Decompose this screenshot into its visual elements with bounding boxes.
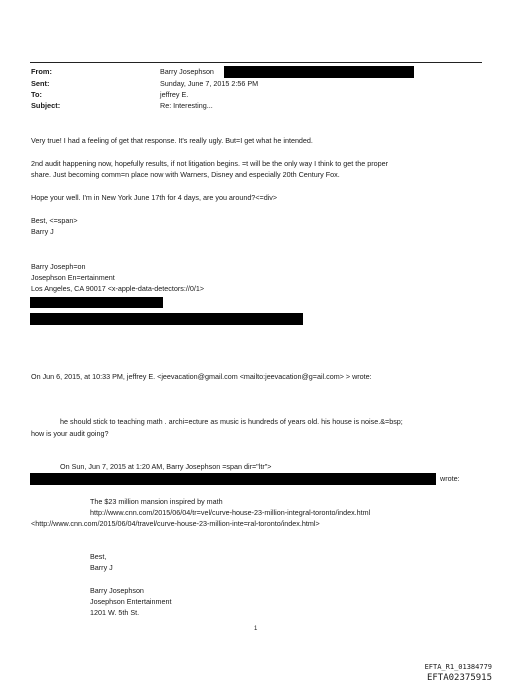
header-top-rule [30, 62, 482, 63]
footer-id-1: EFTA_R1_01384779 [424, 663, 492, 671]
quote-2-line-3: <http://www.cnn.com/2015/06/04/travel/curve-house-23-million-inte=ral-toronto/index.html> [31, 519, 320, 528]
from-label: From: [31, 67, 52, 76]
to-label: To: [31, 90, 42, 99]
quote-2-intro: On Sun, Jun 7, 2015 at 1:20 AM, Barry Josephson =span dir="ltr"> [60, 462, 272, 471]
sent-value: Sunday, June 7, 2015 2:56 PM [160, 79, 259, 88]
quote-1-intro: On Jun 6, 2015, at 10:33 PM, jeffrey E. <jeevacation@gmail.com <mailto:jeevacation@g=ail.com> > wrote: [31, 372, 372, 381]
body-paragraph-2-line-2: share. Just becoming comm=n place now with Warners, Disney and especially 20th Century Fox. [31, 170, 340, 179]
redaction-bar [30, 297, 163, 308]
body-paragraph-3: Hope your well. I'm in New York June 17th for 4 days, are you around?<=div> [31, 193, 278, 202]
page-number: 1 [254, 626, 258, 632]
quote-2-signature-name: Barry Josephson [90, 586, 144, 595]
quote-2-signoff: Best, [90, 552, 107, 561]
quote-2-signature-company: Josephson Entertainment [90, 597, 172, 606]
body-signoff-name: Barry J [31, 227, 54, 236]
signature-company: Josephson En=ertainment [31, 273, 115, 282]
quote-1-line-1: he should stick to teaching math . archi=ecture as music is hundreds of years old. his house is noise.&=bsp; [60, 417, 403, 426]
from-value: Barry Josephson [160, 67, 214, 76]
sent-label: Sent: [31, 79, 50, 88]
redaction-bar [30, 473, 436, 485]
footer-id-2: EFTA02375915 [426, 673, 492, 683]
subject-value: Re: Interesting... [160, 101, 213, 110]
quote-2-line-1: The $23 million mansion inspired by math [90, 497, 223, 506]
subject-label: Subject: [31, 101, 61, 110]
quote-2-wrote: wrote: [440, 474, 460, 483]
redaction-bar [224, 66, 414, 78]
body-paragraph-1: Very true! I had a feeling of get that response. It's really ugly. But=I get what he intended. [31, 136, 313, 145]
quote-2-signoff-name: Barry J [90, 563, 113, 572]
signature-name: Barry Joseph=on [31, 262, 86, 271]
quote-1-line-2: how is your audit going? [31, 429, 109, 438]
body-paragraph-2-line-1: 2nd audit happening now, hopefully results, if not litigation begins. =t will be the only way I think to get the proper [31, 159, 389, 168]
signature-address: Los Angeles, CA 90017 <x-apple-data-detectors://0/1> [31, 284, 205, 293]
to-value: jeffrey E. [160, 90, 189, 99]
body-signoff: Best, <=span> [31, 216, 78, 225]
redaction-bar [30, 313, 303, 325]
quote-2-signature-address: 1201 W. 5th St. [90, 608, 140, 617]
quote-2-line-2: http://www.cnn.com/2015/06/04/tr=vel/curve-house-23-million-integral-toronto/index.html [90, 508, 371, 517]
